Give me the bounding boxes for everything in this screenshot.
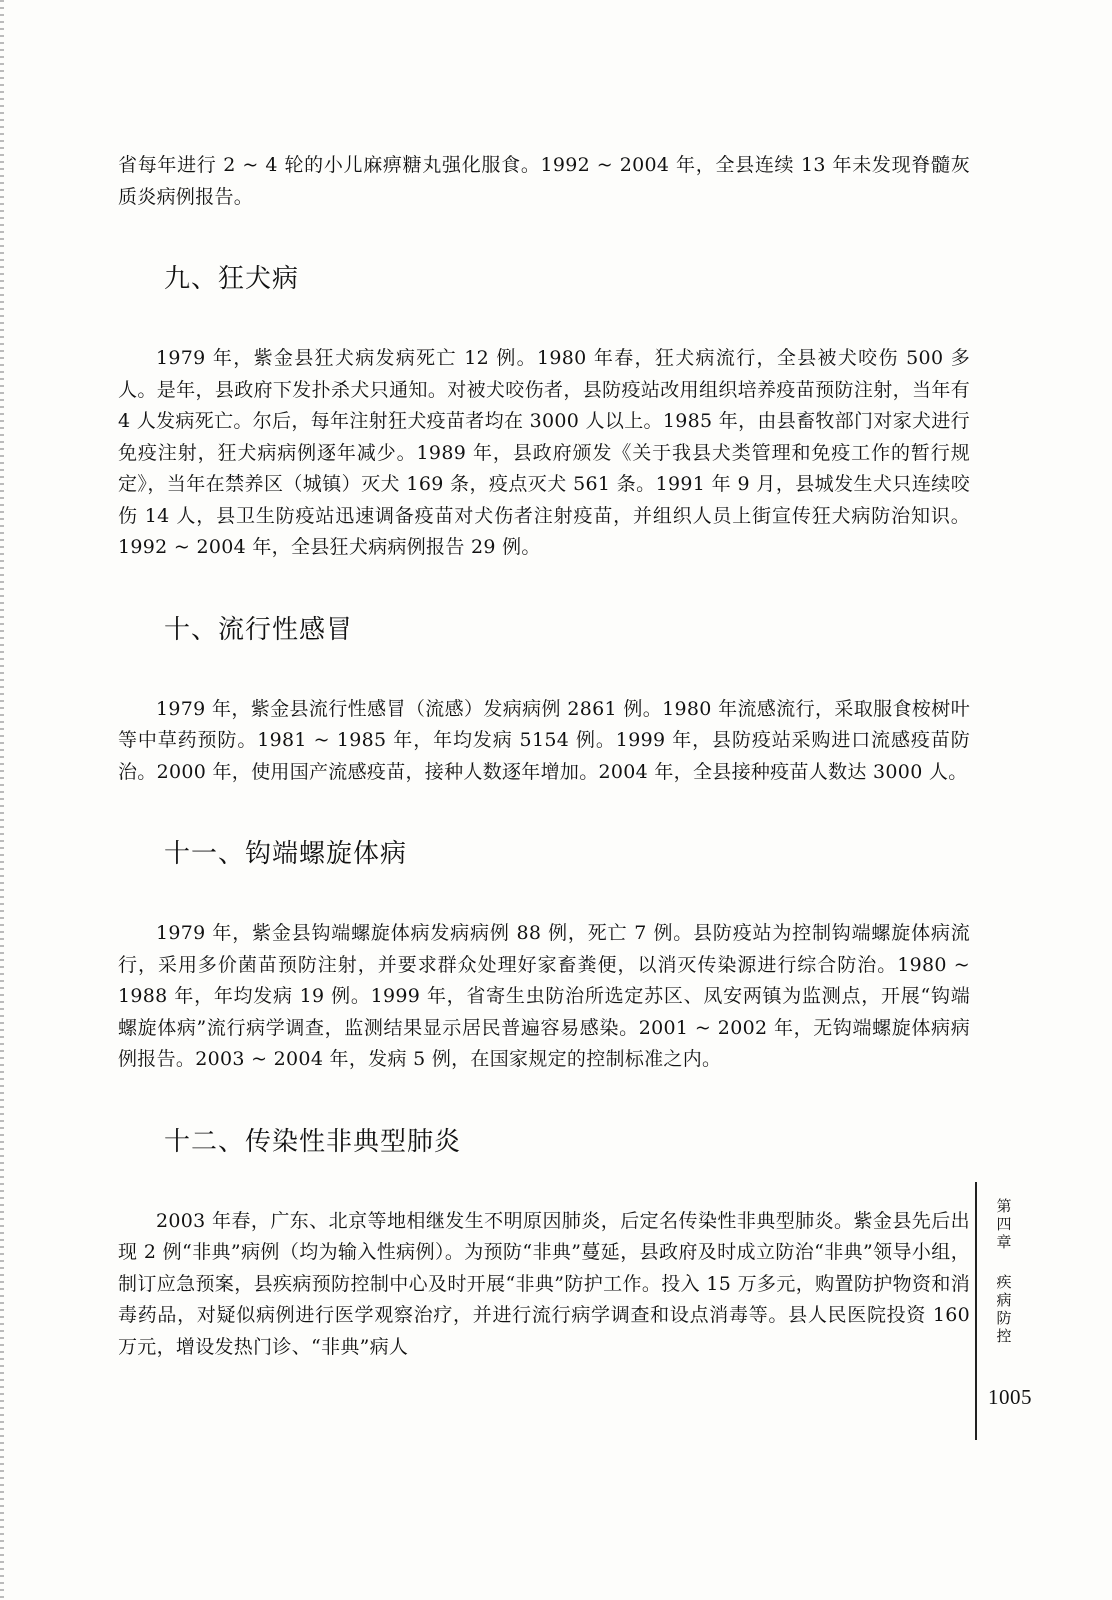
body-text xyxy=(118,150,970,1363)
section-char: 疾 xyxy=(996,1273,1012,1291)
margin-rule xyxy=(975,1182,977,1440)
section-char: 控 xyxy=(996,1327,1012,1345)
section-char: 病 xyxy=(996,1291,1012,1309)
heading-rabies: 九、狂犬病 xyxy=(164,264,300,294)
heading-sars: 十二、传染性非典型肺炎 xyxy=(164,1126,462,1157)
paragraph-influenza: 1979 年，紫金县流行性感冒（流感）发病病例 2861 例。1980 年流感流行，采取服食桉树叶等中草药预防。1981 ~ 1985 年，年均发病 5154 例。1999 年，县防疫站采购进口流感疫苗防治。2000 年，使用国产流感疫苗，接种人数逐年增加。2004 年，全县接种疫苗人数达 3000 人。 xyxy=(118,697,970,783)
section-char: 防 xyxy=(996,1309,1012,1327)
heading-influenza: 十、流行性感冒 xyxy=(164,614,354,645)
paragraph-leptospirosis: 1979 年，紫金县钩端螺旋体病发病病例 88 例，死亡 7 例。县防疫站为控制钩端螺旋体病流行，采用多价菌苗预防注射，并要求群众处理好家畜粪便，以消灭传染源进行综合防治。1980 ~ 1988 年，年均发病 19 例。1999 年，省寄生虫防治所选定苏区、凤安两镇为监测点，开展“钩端螺旋体病”流行病学调查，监测结果显示居民普遍容易感染。2001 ~ 2002 年，无钩端螺旋体病病例报告。2003 ~ 2004 年，发病 5 例，在国家规定的控制标准之内。 xyxy=(118,922,970,1070)
paragraph-sars: 2003 年春，广东、北京等地相继发生不明原因肺炎，后定名传染性非典型肺炎。紫金县先后出现 2 例“非典”病例（均为输入性病例）。为预防“非典”蔓延，县政府及时成立防治“非典”领导小组，制订应急预案，县疾病预防控制中心及时开展“非典”防护工作。投入 15 万多元，购置防护物资和消毒药品，对疑似病例进行医学观察治疗，并进行流行病学调查和设点消毒等。县人民医院投资 160 万元，增设发热门诊、“非典”病人 xyxy=(118,1209,970,1358)
scan-edge xyxy=(0,0,4,1600)
page-number: 1005 xyxy=(988,1385,1032,1409)
paragraph-rabies: 1979 年，紫金县狂犬病发病死亡 12 例。1980 年春，狂犬病流行，全县被犬咬伤 500 多人。是年，县政府下发扑杀犬只通知。对被犬咬伤者，县防疫站改用组织培养疫苗预防注射，当年有 4 人发病死亡。尔后，每年注射狂犬疫苗者均在 3000 人以上。1985 年，由县畜牧部门对家犬进行免疫注射，狂犬病病例逐年减少。1989 年，县政府颁发《关于我县犬类管理和免疫工作的暂行规定》，当年在禁养区（城镇）灭犬 169 条，疫点灭犬 561 条。1991 年 9 月，县城发生犬只连续咬伤 14 人，县卫生防疫站迅速调备疫苗对犬伤者注射疫苗，并组织人员上街宣传狂犬病防治知识。1992 ~ 2004 年，全县狂犬病病例报告 29 例。 xyxy=(118,347,970,558)
chapter-char: 四 xyxy=(996,1215,1012,1233)
heading-leptospirosis: 十一、钩端螺旋体病 xyxy=(164,839,408,869)
chapter-side-label xyxy=(992,1197,1016,1345)
chapter-char: 第 xyxy=(996,1197,1012,1215)
paragraph-intro: 省每年进行 2 ~ 4 轮的小儿麻痹糖丸强化服食。1992 ~ 2004 年，全县连续 13 年未发现脊髓灰质炎病例报告。 xyxy=(118,154,970,208)
chapter-char: 章 xyxy=(996,1233,1012,1251)
